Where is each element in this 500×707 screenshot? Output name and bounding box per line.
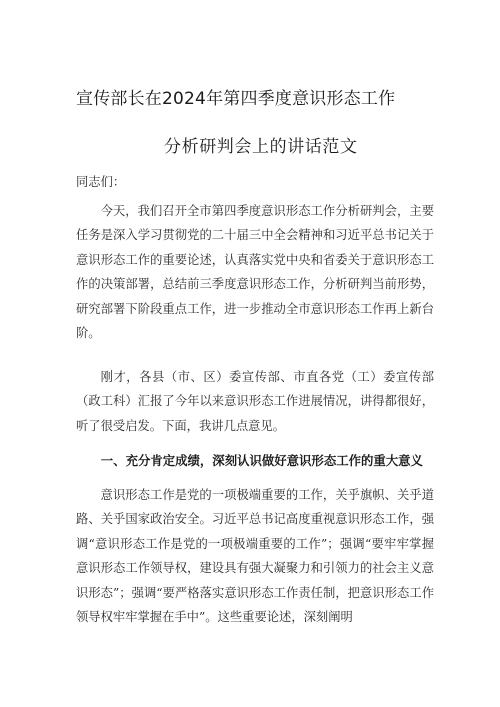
paragraph-reports: 刚才，各县（市、区）委宣传部、市直各党（工）委宣传部（政工科）汇报了今年以来意识形态工作进展情况，讲得都很好，听了很受启发。下面，我讲几点意见。 [76, 370, 434, 433]
document-title-line1: 宣传部长在2024年第四季度意识形态工作 [76, 89, 396, 109]
section-heading-1: 一、充分肯定成绩，深刻认识做好意识形态工作的重大意义 [100, 453, 423, 468]
document-title-line2: 分析研判会上的讲话范文 [164, 137, 358, 157]
paragraph-section-1: 意识形态工作是党的一项极端重要的工作，关乎旗帜、关乎道路、关乎国家政治安全。习近平总书记高度重视意识形态工作，强调“意识形态工作是党的一项极端重要的工作”；强调“要牢牢掌握意识形态工作领导权，建设具有强大凝聚力和引领力的社会主义意识形态”；强调“要严格落实意识形态工作责任制，把意识形态工作领导权牢牢掌握在手中”。这些重要论述，深刻阐明 [76, 488, 434, 625]
salutation: 同志们： [76, 175, 126, 189]
paragraph-opening: 今天，我们召开全市第四季度意识形态工作分析研判会，主要任务是深入学习贯彻党的二十届三中全会精神和习近平总书记关于意识形态工作的重要论述，认真落实党中央和省委关于意识形态工作的决策部署，总结前三季度意识形态工作，分析研判当前形势，研究部署下阶段重点工作，进一步推动全市意识形态工作再上新台阶。 [76, 204, 434, 341]
